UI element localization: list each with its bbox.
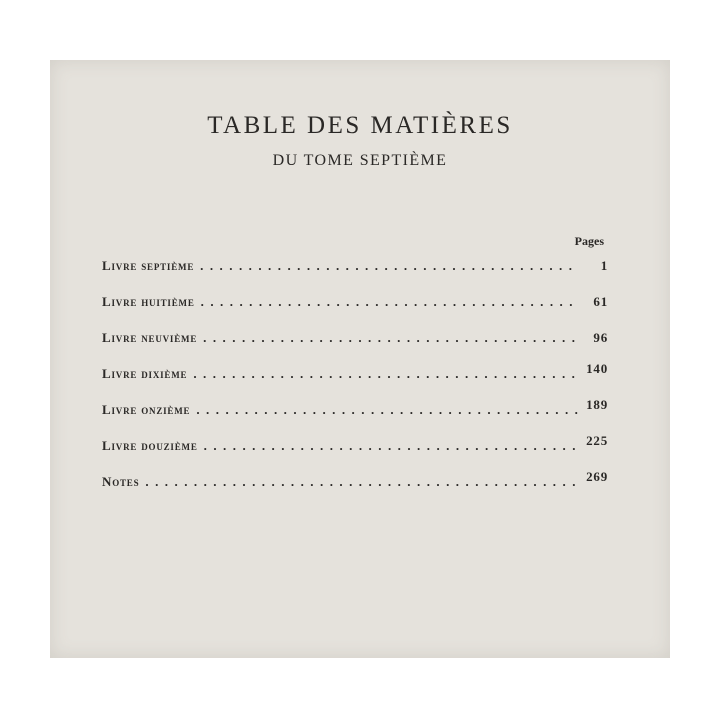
toc-entry (102, 469, 608, 496)
toc-entry-page: 96 (593, 330, 608, 345)
dot-leader (204, 438, 578, 454)
page-subtitle: DU TOME SEPTIÈME (272, 152, 448, 169)
toc-entry-label: Notes (102, 474, 140, 489)
toc-entry (102, 330, 608, 352)
toc-entry-page: 189 (586, 397, 608, 412)
toc-entry-label: Livre septième (102, 258, 195, 273)
toc-entry-label: Livre onzième (102, 402, 191, 417)
book-page (50, 60, 670, 658)
dot-leader (200, 258, 578, 274)
dot-leader (201, 294, 578, 310)
page-title: TABLE DES MATIÈRES (207, 112, 513, 139)
toc-entry (102, 294, 608, 316)
toc-entry-page: 140 (586, 361, 608, 376)
toc-entry (102, 433, 608, 460)
toc-entry-label: Livre neuvième (102, 330, 198, 345)
dot-leader (203, 330, 578, 346)
toc-entry-label: Livre dixième (102, 366, 188, 381)
toc-entry (102, 361, 608, 388)
toc-entry-label: Livre douzième (102, 438, 198, 453)
toc-entry-page: 61 (593, 294, 608, 309)
toc-entry-page: 269 (586, 469, 608, 484)
pages-column-header: Pages (574, 234, 604, 248)
toc-entry-page: 1 (600, 258, 608, 273)
toc-entry-label: Livre huitième (102, 294, 195, 309)
dot-leader (193, 366, 578, 382)
dot-leader (145, 474, 578, 490)
dot-leader (196, 402, 578, 418)
toc-entry (102, 258, 608, 280)
toc-entry (102, 397, 608, 424)
toc-entry-page: 225 (586, 433, 608, 448)
